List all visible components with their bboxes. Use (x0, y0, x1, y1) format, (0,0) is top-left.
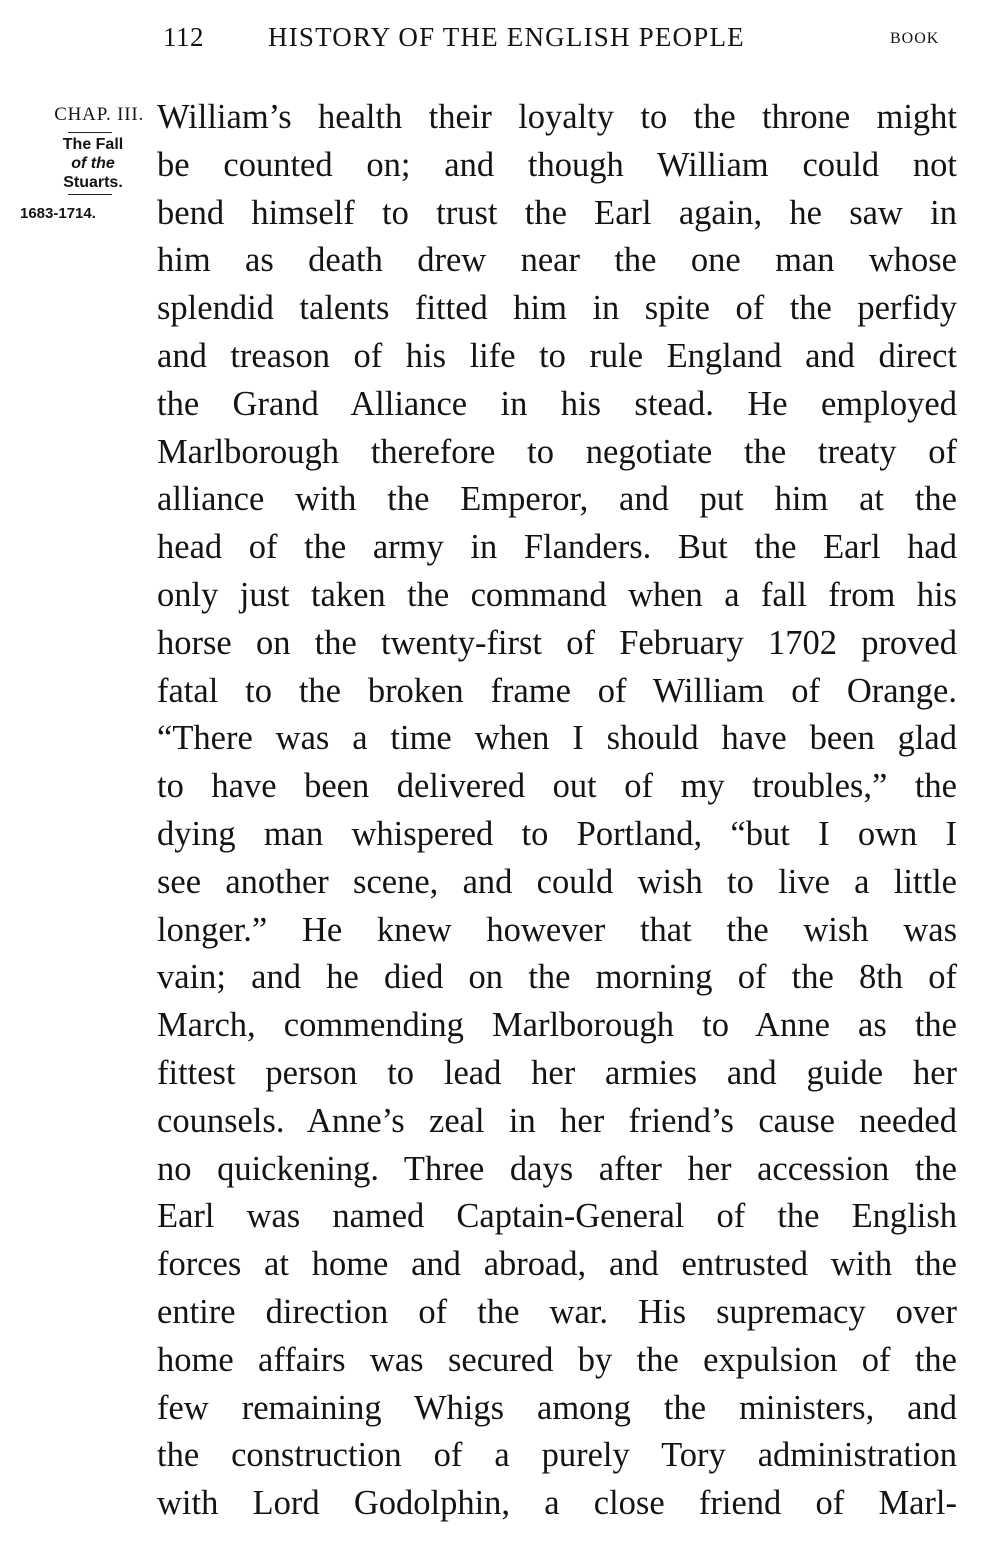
margin-rule (68, 132, 112, 133)
text-line: and treason of his life to rule England and direct (157, 336, 957, 375)
text-line: vain; and he died on the morning of the 8th of (157, 958, 957, 997)
text-line: counsels. Anne’s zeal in her friend’s cause needed (157, 1101, 957, 1140)
text-line: longer.” He knew however that the wish was (157, 910, 957, 949)
section-title-line: The Fall (62, 136, 124, 153)
text-line: be counted on; and though William could not (157, 145, 957, 184)
text-line: Earl was named Captain-General of the English (157, 1197, 957, 1236)
text-line: him as death drew near the one man whose (157, 241, 957, 280)
book-label: BOOK (890, 30, 940, 47)
section-title (18, 135, 146, 192)
text-line: few remaining Whigs among the ministers, and (157, 1388, 957, 1427)
text-line: fatal to the broken frame of William of Orange. (157, 671, 957, 710)
text-line: William’s health their loyalty to the throne might (157, 98, 957, 136)
text-line: fittest person to lead her armies and guide her (157, 1053, 957, 1092)
section-title-line: Stuarts. (63, 174, 123, 191)
chapter-label: CHAP. III. (54, 104, 144, 125)
margin-rule (68, 194, 112, 195)
text-line: the construction of a purely Tory administration (157, 1436, 957, 1475)
text-line: “There was a time when I should have been glad (157, 719, 957, 758)
text-line: bend himself to trust the Earl again, he saw in (157, 193, 957, 232)
running-head (0, 22, 1000, 62)
text-line: Marlborough therefore to negotiate the treaty of (157, 432, 957, 471)
text-line: see another scene, and could wish to live a little (157, 862, 957, 901)
text-line: with Lord Godolphin, a close friend of Marl- (157, 1484, 957, 1523)
text-line: forces at home and abroad, and entrusted with the (157, 1245, 957, 1284)
text-line: no quickening. Three days after her accession the (157, 1149, 957, 1188)
text-line: March, commending Marlborough to Anne as the (157, 1006, 957, 1045)
running-title: HISTORY OF THE ENGLISH PEOPLE (268, 22, 745, 52)
margin-notes (18, 100, 146, 222)
text-line: only just taken the command when a fall from his (157, 575, 957, 614)
text-line: splendid talents fitted him in spite of the perfidy (157, 289, 957, 328)
date-range: 1683-1714. (20, 205, 96, 222)
text-line: horse on the twenty-first of February 1702 proved (157, 623, 957, 662)
text-line: entire direction of the war. His supremacy over (157, 1292, 957, 1331)
page-number: 112 (163, 22, 204, 52)
text-line: the Grand Alliance in his stead. He employed (157, 384, 957, 423)
section-title-line: of the (71, 155, 115, 172)
text-line: dying man whispered to Portland, “but I own I (157, 814, 957, 853)
body-text (157, 94, 957, 1528)
text-line: home affairs was secured by the expulsion of the (157, 1340, 957, 1379)
text-line: alliance with the Emperor, and put him at the (157, 480, 957, 519)
text-line: to have been delivered out of my troubles,” the (157, 767, 957, 806)
text-line: head of the army in Flanders. But the Earl had (157, 528, 957, 567)
